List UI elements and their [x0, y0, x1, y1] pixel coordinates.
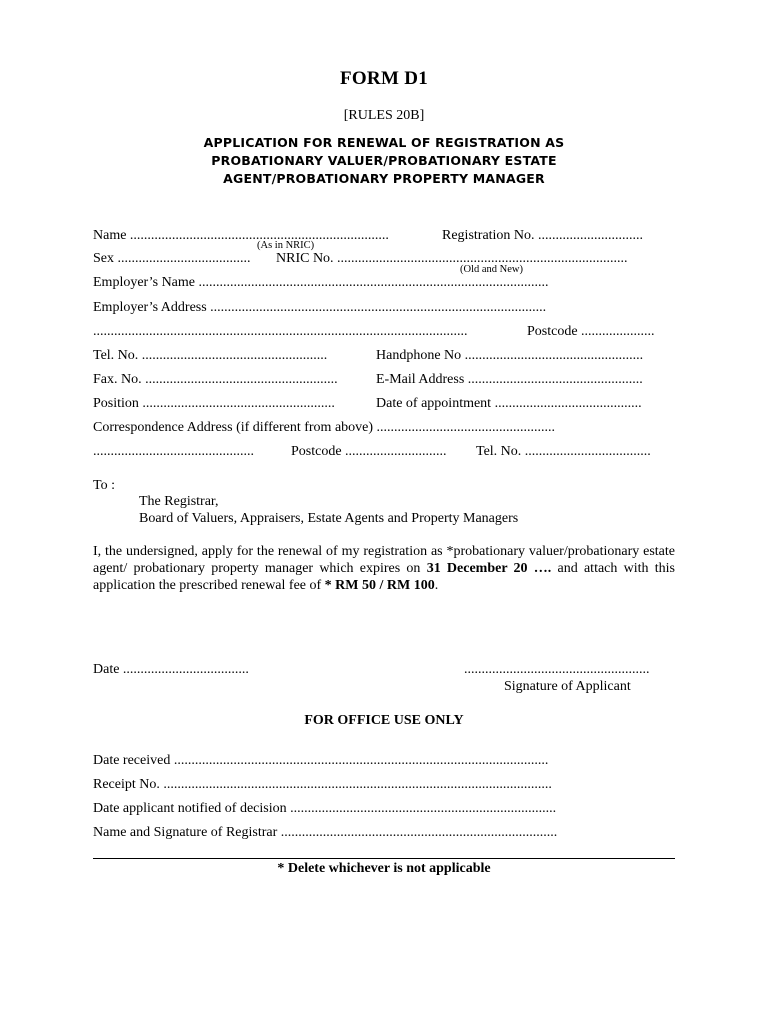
- office-use-heading: FOR OFFICE USE ONLY: [304, 713, 464, 728]
- postcode-2-field[interactable]: Postcode .............................: [291, 444, 447, 459]
- receipt-no-field[interactable]: Receipt No. ...............................................................................................................: [93, 777, 552, 792]
- declaration-text-1: I, the undersigned, apply for the renewal of my registration as *probationary valuer/probationary estate agent/ probationary property manager which expires on: [93, 544, 675, 576]
- nric-no-field[interactable]: NRIC No. ...................................................................................: [276, 251, 628, 266]
- registration-no-field[interactable]: Registration No. ..............................: [442, 228, 644, 243]
- declaration-text-3: .: [434, 578, 439, 593]
- as-in-nric-note: (As in NRIC): [257, 240, 315, 251]
- expiry-date-text: 31 December 20 ….: [426, 561, 552, 576]
- sex-field[interactable]: Sex ......................................: [93, 251, 251, 266]
- rules-reference: [RULES 20B]: [343, 108, 425, 123]
- tel-no-2-field[interactable]: Tel. No. ....................................: [476, 444, 651, 459]
- tel-no-field[interactable]: Tel. No. .....................................................: [93, 348, 328, 363]
- signature-label: Signature of Applicant: [504, 679, 631, 694]
- declaration-paragraph: [93, 543, 675, 594]
- email-address-field[interactable]: E-Mail Address ..................................................: [376, 372, 643, 387]
- employers-address-field[interactable]: Employer’s Address ................................................................................................: [93, 300, 547, 315]
- addressee-line-1: The Registrar,: [139, 494, 219, 509]
- heading-line-1: APPLICATION FOR RENEWAL OF REGISTRATION AS: [203, 135, 565, 150]
- declaration-text-2: and attach with this application the prescribed renewal fee of: [93, 561, 675, 593]
- registrar-signature-field[interactable]: Name and Signature of Registrar ...............................................................................: [93, 825, 558, 840]
- date-notified-field[interactable]: Date applicant notified of decision ............................................................................: [93, 801, 557, 816]
- correspondence-address-field[interactable]: Correspondence Address (if different from above) ...................................................: [93, 420, 556, 435]
- employers-name-field[interactable]: Employer’s Name ....................................................................................................: [93, 275, 549, 290]
- handphone-no-field[interactable]: Handphone No ...................................................: [376, 348, 644, 363]
- to-label: To :: [93, 478, 115, 493]
- date-of-appointment-field[interactable]: Date of appointment ..........................................: [376, 396, 642, 411]
- position-field[interactable]: Position .......................................................: [93, 396, 335, 411]
- date-received-field[interactable]: Date received ...........................................................................................................: [93, 753, 549, 768]
- fax-no-field[interactable]: Fax. No. .......................................................: [93, 372, 338, 387]
- old-and-new-note: (Old and New): [460, 264, 523, 275]
- heading-line-3: AGENT/PROBATIONARY PROPERTY MANAGER: [223, 171, 545, 186]
- date-field[interactable]: Date ....................................: [93, 662, 249, 677]
- correspondence-line-2-field[interactable]: ..............................................: [93, 444, 254, 459]
- name-field[interactable]: Name ..........................................................................: [93, 228, 389, 243]
- renewal-fee-text: * RM 50 / RM 100: [324, 578, 435, 593]
- footnote-divider: [93, 858, 675, 859]
- address-line-2-field[interactable]: ...........................................................................................................: [93, 324, 468, 339]
- footnote: * Delete whichever is not applicable: [277, 861, 491, 876]
- addressee-line-2: Board of Valuers, Appraisers, Estate Agents and Property Managers: [139, 511, 519, 526]
- signature-line[interactable]: .....................................................: [464, 662, 650, 677]
- form-title: FORM D1: [339, 68, 429, 89]
- heading-line-2: PROBATIONARY VALUER/PROBATIONARY ESTATE: [211, 153, 557, 168]
- postcode-field[interactable]: Postcode .....................: [527, 324, 655, 339]
